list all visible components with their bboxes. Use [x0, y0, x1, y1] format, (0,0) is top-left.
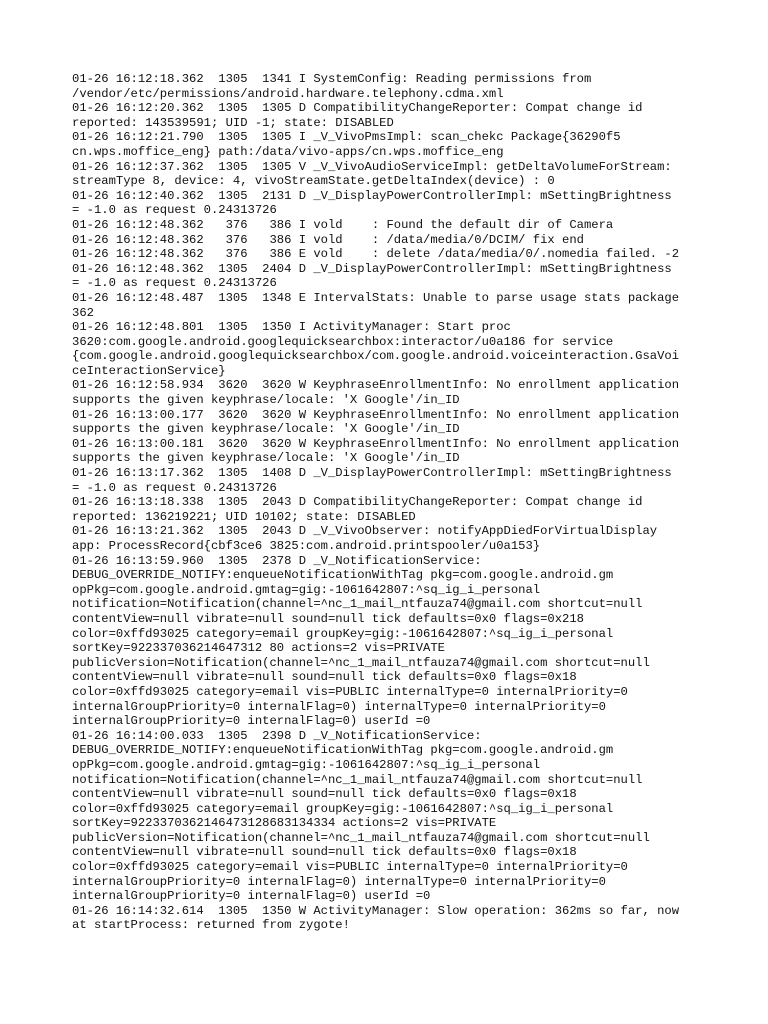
log-line: 01-26 16:13:21.362 1305 2043 D _V_VivoObserver: notifyAppDiedForVirtualDisplay [72, 524, 658, 539]
log-line: publicVersion=Notification(channel=^nc_1_mail_ntfauza74@gmail.com shortcut=null [72, 830, 650, 845]
log-line: DEBUG_OVERRIDE_NOTIFY:enqueueNotificationWithTag pkg=com.google.android.gm [72, 743, 614, 758]
log-line: notification=Notification(channel=^nc_1_mail_ntfauza74@gmail.com shortcut=null [72, 772, 643, 787]
log-line: 01-26 16:13:00.177 3620 3620 W KeyphraseEnrollmentInfo: No enrollment application [72, 407, 680, 422]
log-line: = -1.0 as request 0.24313726 [72, 480, 277, 495]
log-line: contentView=null vibrate=null sound=null tick defaults=0x0 flags=0x18 [72, 845, 577, 860]
log-line: opPkg=com.google.android.gmtag=gig:-1061642807:^sq_ig_i_personal [72, 582, 541, 597]
log-line: color=0xffd93025 category=email groupKey=gig:-1061642807:^sq_ig_i_personal [72, 626, 614, 641]
log-line: 01-26 16:14:00.033 1305 2398 D _V_NotificationService: [72, 728, 482, 743]
log-line: 01-26 16:13:18.338 1305 2043 D CompatibilityChangeReporter: Compat change id [72, 495, 643, 510]
log-line: 01-26 16:12:58.934 3620 3620 W KeyphraseEnrollmentInfo: No enrollment application [72, 378, 680, 393]
log-line: 01-26 16:12:37.362 1305 1305 V _V_VivoAudioServiceImpl: getDeltaVolumeForStream: [72, 159, 672, 174]
log-line: supports the given keyphrase/locale: 'X Google'/in_ID [72, 451, 460, 466]
log-line: 01-26 16:13:00.181 3620 3620 W KeyphraseEnrollmentInfo: No enrollment application [72, 436, 680, 451]
log-line: contentView=null vibrate=null sound=null tick defaults=0x0 flags=0x18 [72, 787, 577, 802]
log-line: = -1.0 as request 0.24313726 [72, 203, 277, 218]
log-line: 01-26 16:12:48.362 376 386 I vold : /data/media/0/DCIM/ fix end [72, 232, 584, 247]
log-line: contentView=null vibrate=null sound=null tick defaults=0x0 flags=0x18 [72, 670, 577, 685]
log-line: 01-26 16:12:48.487 1305 1348 E IntervalStats: Unable to parse usage stats package [72, 290, 680, 305]
log-line: {com.google.android.googlequicksearchbox/com.google.android.voiceinteraction.GsaVoi [72, 349, 680, 364]
log-line: color=0xffd93025 category=email vis=PUBLIC internalType=0 internalPriority=0 [72, 860, 628, 875]
log-line: color=0xffd93025 category=email vis=PUBLIC internalType=0 internalPriority=0 [72, 684, 628, 699]
log-line: 01-26 16:12:21.790 1305 1305 I _V_VivoPmsImpl: scan_chekc Package{36290f5 [72, 130, 621, 145]
log-line: 01-26 16:13:59.960 1305 2378 D _V_NotificationService: [72, 553, 482, 568]
log-line: reported: 136219221; UID 10102; state: DISABLED [72, 509, 416, 524]
log-line: color=0xffd93025 category=email groupKey=gig:-1061642807:^sq_ig_i_personal [72, 801, 614, 816]
log-line: 362 [72, 305, 94, 320]
log-line: internalGroupPriority=0 internalFlag=0) internalType=0 internalPriority=0 [72, 699, 606, 714]
log-line: = -1.0 as request 0.24313726 [72, 276, 277, 291]
log-line: publicVersion=Notification(channel=^nc_1_mail_ntfauza74@gmail.com shortcut=null [72, 655, 650, 670]
log-line: sortKey=922337036214647312 80 actions=2 vis=PRIVATE [72, 641, 445, 656]
log-line: notification=Notification(channel=^nc_1_mail_ntfauza74@gmail.com shortcut=null [72, 597, 643, 612]
log-line: 01-26 16:12:48.362 376 386 I vold : Found the default dir of Camera [72, 217, 614, 232]
log-line: internalGroupPriority=0 internalFlag=0) userId =0 [72, 889, 431, 904]
log-line: 01-26 16:12:48.362 1305 2404 D _V_DisplayPowerControllerImpl: mSettingBrightness [72, 261, 672, 276]
log-line: at startProcess: returned from zygote! [72, 918, 350, 933]
log-line: contentView=null vibrate=null sound=null tick defaults=0x0 flags=0x218 [72, 611, 584, 626]
log-document [72, 72, 712, 933]
log-line: supports the given keyphrase/locale: 'X Google'/in_ID [72, 393, 460, 408]
log-line: app: ProcessRecord{cbf3ce6 3825:com.android.printspooler/u0a153} [72, 539, 541, 553]
log-line: cn.wps.moffice_eng} path:/data/vivo-apps/cn.wps.moffice_eng [72, 144, 504, 159]
log-line: 01-26 16:12:48.362 376 386 E vold : delete /data/media/0/.nomedia failed. -2 [72, 247, 680, 262]
log-line: internalGroupPriority=0 internalFlag=0) internalType=0 internalPriority=0 [72, 874, 606, 889]
log-line: DEBUG_OVERRIDE_NOTIFY:enqueueNotificationWithTag pkg=com.google.android.gm [72, 568, 614, 583]
log-line: opPkg=com.google.android.gmtag=gig:-1061642807:^sq_ig_i_personal [72, 757, 541, 772]
log-line: reported: 143539591; UID -1; state: DISABLED [72, 115, 394, 130]
log-line: 3620:com.google.android.googlequicksearchbox:interactor/u0a186 for service [72, 334, 614, 349]
log-line: supports the given keyphrase/locale: 'X Google'/in_ID [72, 422, 460, 437]
log-line: 01-26 16:14:32.614 1305 1350 W ActivityManager: Slow operation: 362ms so far, now [72, 903, 680, 918]
log-line: streamType 8, device: 4, vivoStreamState.getDeltaIndex(device) : 0 [72, 174, 555, 189]
log-line: 01-26 16:12:20.362 1305 1305 D CompatibilityChangeReporter: Compat change id [72, 101, 643, 116]
log-line: ceInteractionService} [72, 363, 226, 378]
log-line: 01-26 16:13:17.362 1305 1408 D _V_DisplayPowerControllerImpl: mSettingBrightness [72, 466, 672, 481]
log-line: 01-26 16:12:40.362 1305 2131 D _V_DisplayPowerControllerImpl: mSettingBrightness [72, 188, 672, 203]
log-line: sortKey=9223370362146473128683134334 actions=2 vis=PRIVATE [72, 816, 497, 831]
log-line: /vendor/etc/permissions/android.hardware.telephony.cdma.xml [72, 86, 504, 101]
log-line: internalGroupPriority=0 internalFlag=0) userId =0 [72, 714, 431, 729]
log-line: 01-26 16:12:18.362 1305 1341 I SystemConfig: Reading permissions from [72, 72, 592, 86]
log-line: 01-26 16:12:48.801 1305 1350 I ActivityManager: Start proc [72, 320, 511, 335]
